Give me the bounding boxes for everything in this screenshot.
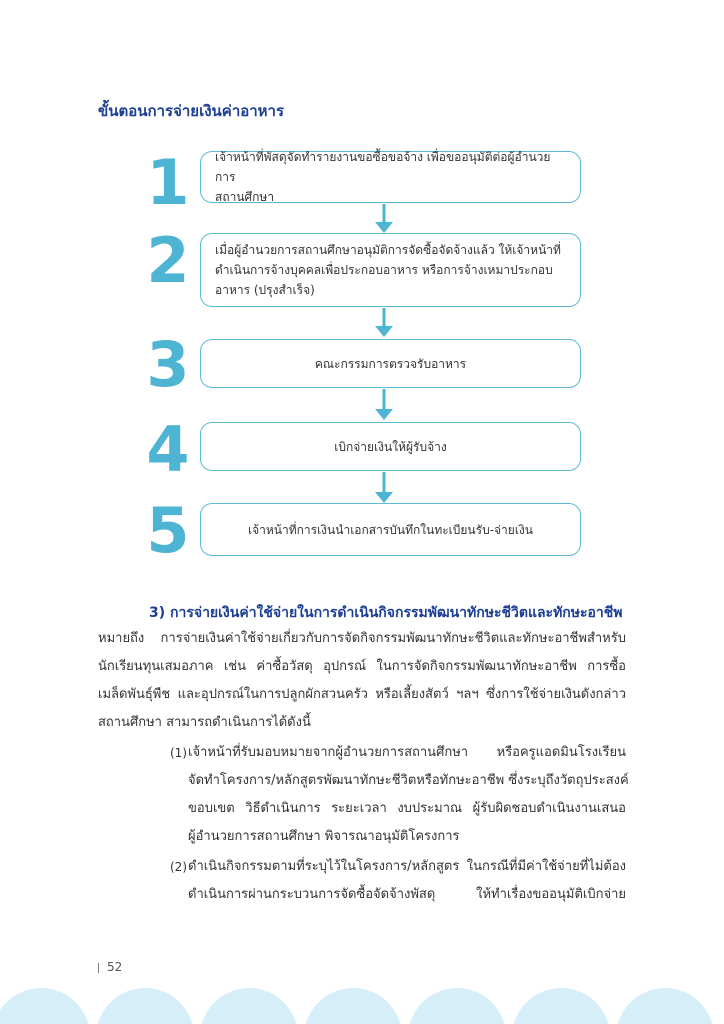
step-2-number: 2 — [146, 224, 190, 297]
step-5-box — [200, 503, 581, 556]
page-number-value: 52 — [107, 960, 123, 974]
list-item-line: ดำเนินกิจกรรมตามที่ระบุไว้ในโครงการ/หลักสูตร ในกรณีที่มีค่าใช้จ่ายที่ไม่ต้อง — [188, 859, 626, 874]
step-4-number: 4 — [146, 413, 190, 486]
list-item-line: ผู้อำนวยการสถานศึกษา พิจารณาอนุมัติโครงการ — [188, 829, 460, 844]
paragraph-line: นักเรียนทุนเสมอภาค เช่น ค่าซื้อวัสดุ อุปกรณ์ ในการจัดกิจกรรมพัฒนาทักษะอาชีพ การซื้อ — [98, 659, 626, 674]
step-3-number: 3 — [146, 328, 190, 401]
page-number-divider — [98, 963, 99, 973]
list-item-number: (1) — [170, 746, 187, 760]
page-heading: ขั้นตอนการจ่ายเงินค่าอาหาร — [98, 102, 285, 120]
step-4-line-1: เบิกจ่ายเงินให้ผู้รับจ้าง — [334, 439, 447, 454]
step-1-number: 1 — [146, 146, 190, 219]
list-item-line: จัดทำโครงการ/หลักสูตรพัฒนาทักษะชีวิตหรือทักษะอาชีพ ซึ่งระบุถึงวัตถุประสงค์ — [188, 773, 629, 788]
arrow-down-icon — [375, 389, 393, 421]
step-3-line-1: คณะกรรมการตรวจรับอาหาร — [314, 356, 467, 371]
page-number — [98, 960, 122, 974]
paragraph-line: สถานศึกษา สามารถดำเนินการได้ดังนี้ — [98, 715, 311, 730]
arrow-down-icon — [375, 472, 393, 504]
list-item-line: เจ้าหน้าที่รับมอบหมายจากผู้อำนวยการสถานศึกษา หรือครูแอดมินโรงเรียน — [188, 745, 626, 760]
paragraph-line: หมายถึง การจ่ายเงินค่าใช้จ่ายเกี่ยวกับการจัดกิจกรรมพัฒนาทักษะชีวิตและทักษะอาชีพสำหรับ — [98, 631, 626, 646]
step-2-line-1: เมื่อผู้อำนวยการสถานศึกษาอนุมัติการจัดซื้อจัดจ้างแล้ว ให้เจ้าหน้าที่ — [215, 243, 561, 257]
step-5-number: 5 — [146, 494, 190, 567]
step-4-box — [200, 422, 581, 471]
step-2-line-2: ดำเนินการจ้างบุคคลเพื่อประกอบอาหาร หรือการจ้างเหมาประกอบ — [215, 263, 553, 277]
arrow-down-icon — [375, 204, 393, 234]
step-3-box — [200, 339, 581, 388]
list-item-line: ขอบเขต วิธีดำเนินการ ระยะเวลา งบประมาณ ผู้รับผิดชอบดำเนินงานเสนอ — [188, 801, 626, 816]
list-item-line: ดำเนินการผ่านกระบวนการจัดซื้อจัดจ้างพัสดุ ให้ทำเรื่องขออนุมัติเบิกจ่าย — [188, 887, 626, 902]
step-1-line-2: สถานศึกษา — [215, 190, 275, 204]
paragraph-line: เมล็ดพันธุ์พืช และอุปกรณ์ในการปลูกผักสวนครัว หรือเลี้ยงสัตว์ ฯลฯ ซึ่งการใช้จ่ายเงินดังกล่าว — [98, 687, 626, 702]
list-item-number: (2) — [170, 860, 187, 874]
step-5-line-1: เจ้าหน้าที่การเงินนำเอกสารบันทึกในทะเบียนรับ-จ่ายเงิน — [248, 522, 533, 537]
step-2-box — [200, 233, 581, 307]
step-2-line-3: อาหาร (ปรุงสำเร็จ) — [215, 283, 315, 297]
arrow-down-icon — [375, 308, 393, 338]
step-1-line-1: เจ้าหน้าที่พัสดุจัดทำรายงานขอซื้อขอจ้าง เพื่อขออนุมัติต่อผู้อำนวยการ — [215, 150, 551, 184]
step-1-box — [200, 151, 581, 203]
section-title: 3) การจ่ายเงินค่าใช้จ่ายในการดำเนินกิจกรรมพัฒนาทักษะชีวิตและทักษะอาชีพ — [149, 605, 623, 621]
decorative-footer — [0, 988, 724, 1024]
